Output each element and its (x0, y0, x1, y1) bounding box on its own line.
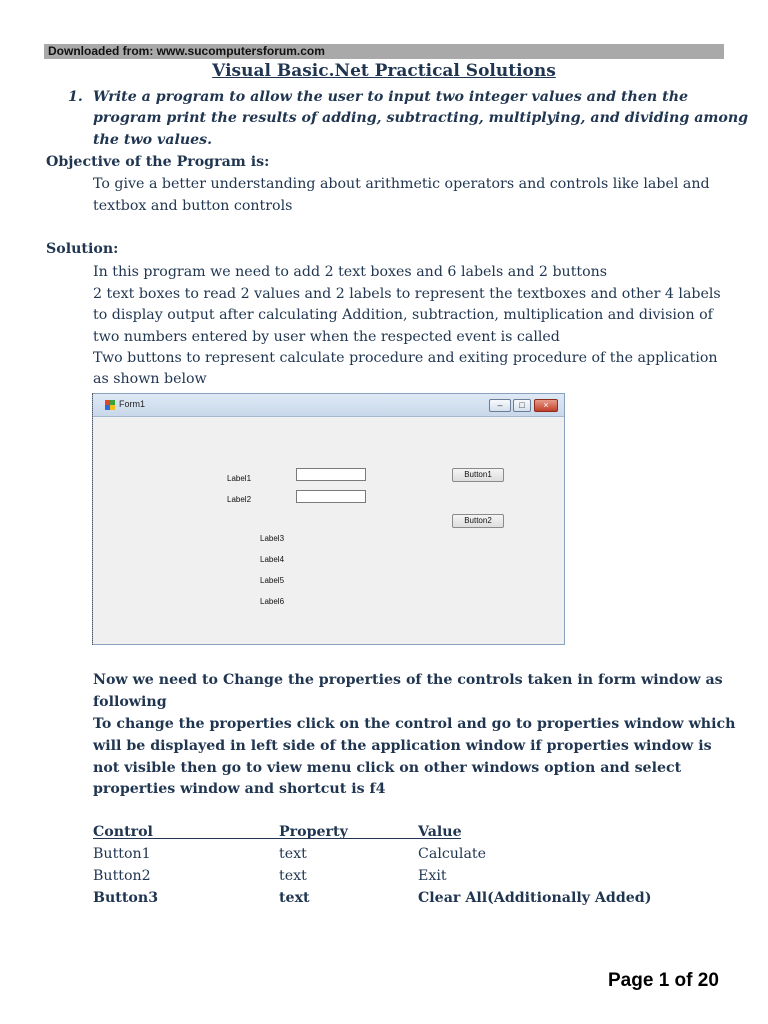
form-label2: Label2 (227, 495, 252, 504)
minimize-button[interactable]: – (489, 399, 511, 412)
solution-line-1: In this program we need to add 2 text boxes and 6 labels and 2 buttons (93, 264, 608, 280)
table-row-2-property: text (279, 868, 307, 884)
solution-line-4: two numbers entered by user when the respected event is called (93, 329, 560, 345)
form-selection-edge (92, 393, 95, 645)
question-line-2: program print the results of adding, subtracting, multiplying, and dividing among (93, 110, 749, 126)
solution-line-6: as shown below (93, 371, 207, 387)
objective-line-1: To give a better understanding about arithmetic operators and controls like label and (93, 176, 710, 192)
instruction-line-6: properties window and shortcut is f4 (93, 781, 386, 797)
page-title: Visual Basic.Net Practical Solutions (212, 61, 556, 81)
instruction-line-3: To change the properties click on the control and go to properties window which (93, 716, 736, 732)
question-line-1: Write a program to allow the user to input two integer values and then the (93, 89, 689, 105)
form-button1[interactable]: Button1 (452, 468, 504, 482)
form-textbox2[interactable] (296, 490, 366, 503)
download-banner: Downloaded from: www.sucomputersforum.com (44, 44, 724, 59)
table-row-3-control: Button3 (93, 890, 159, 906)
instruction-line-1: Now we need to Change the properties of the controls taken in form window as (93, 672, 723, 688)
table-row-1-property: text (279, 846, 307, 862)
table-header-control: Control (93, 824, 153, 840)
form-label5: Label5 (260, 576, 285, 585)
form-screenshot (92, 393, 565, 645)
form-button2[interactable]: Button2 (452, 514, 504, 528)
form-label6: Label6 (260, 597, 285, 606)
form-label1: Label1 (227, 474, 252, 483)
table-header-property: Property (279, 824, 348, 840)
table-row-1-value: Calculate (418, 846, 487, 862)
form-label3: Label3 (260, 534, 285, 543)
table-row-1-control: Button1 (93, 846, 151, 862)
form-title: Form1 (119, 399, 146, 409)
table-row-2-value: Exit (418, 868, 447, 884)
form-app-icon (105, 400, 115, 410)
solution-line-5: Two buttons to represent calculate procedure and exiting procedure of the application (93, 350, 718, 366)
solution-line-2: 2 text boxes to read 2 values and 2 labels to represent the textboxes and other 4 labels (93, 286, 721, 302)
instruction-line-5: not visible then go to view menu click on other windows option and select (93, 760, 682, 776)
page-number: Page 1 of 20 (608, 970, 719, 991)
objective-line-2: textbox and button controls (93, 198, 293, 214)
table-row-3-value: Clear All(Additionally Added) (418, 890, 652, 906)
solution-heading: Solution: (46, 241, 119, 257)
table-header-value: Value (418, 824, 462, 840)
form-titlebar (93, 394, 564, 417)
close-button[interactable]: × (534, 399, 558, 412)
question-line-3: the two values. (93, 132, 213, 148)
form-label4: Label4 (260, 555, 285, 564)
table-row-2-control: Button2 (93, 868, 151, 884)
maximize-button[interactable]: □ (513, 399, 531, 412)
instruction-line-4: will be displayed in left side of the application window if properties window is (93, 738, 712, 754)
question-number: 1. (68, 89, 83, 105)
form-textbox1[interactable] (296, 468, 366, 481)
objective-heading: Objective of the Program is: (46, 154, 270, 170)
table-row-3-property: text (279, 890, 310, 906)
instruction-line-2: following (93, 694, 167, 710)
solution-line-3: to display output after calculating Addition, subtraction, multiplication and division of (93, 307, 713, 323)
